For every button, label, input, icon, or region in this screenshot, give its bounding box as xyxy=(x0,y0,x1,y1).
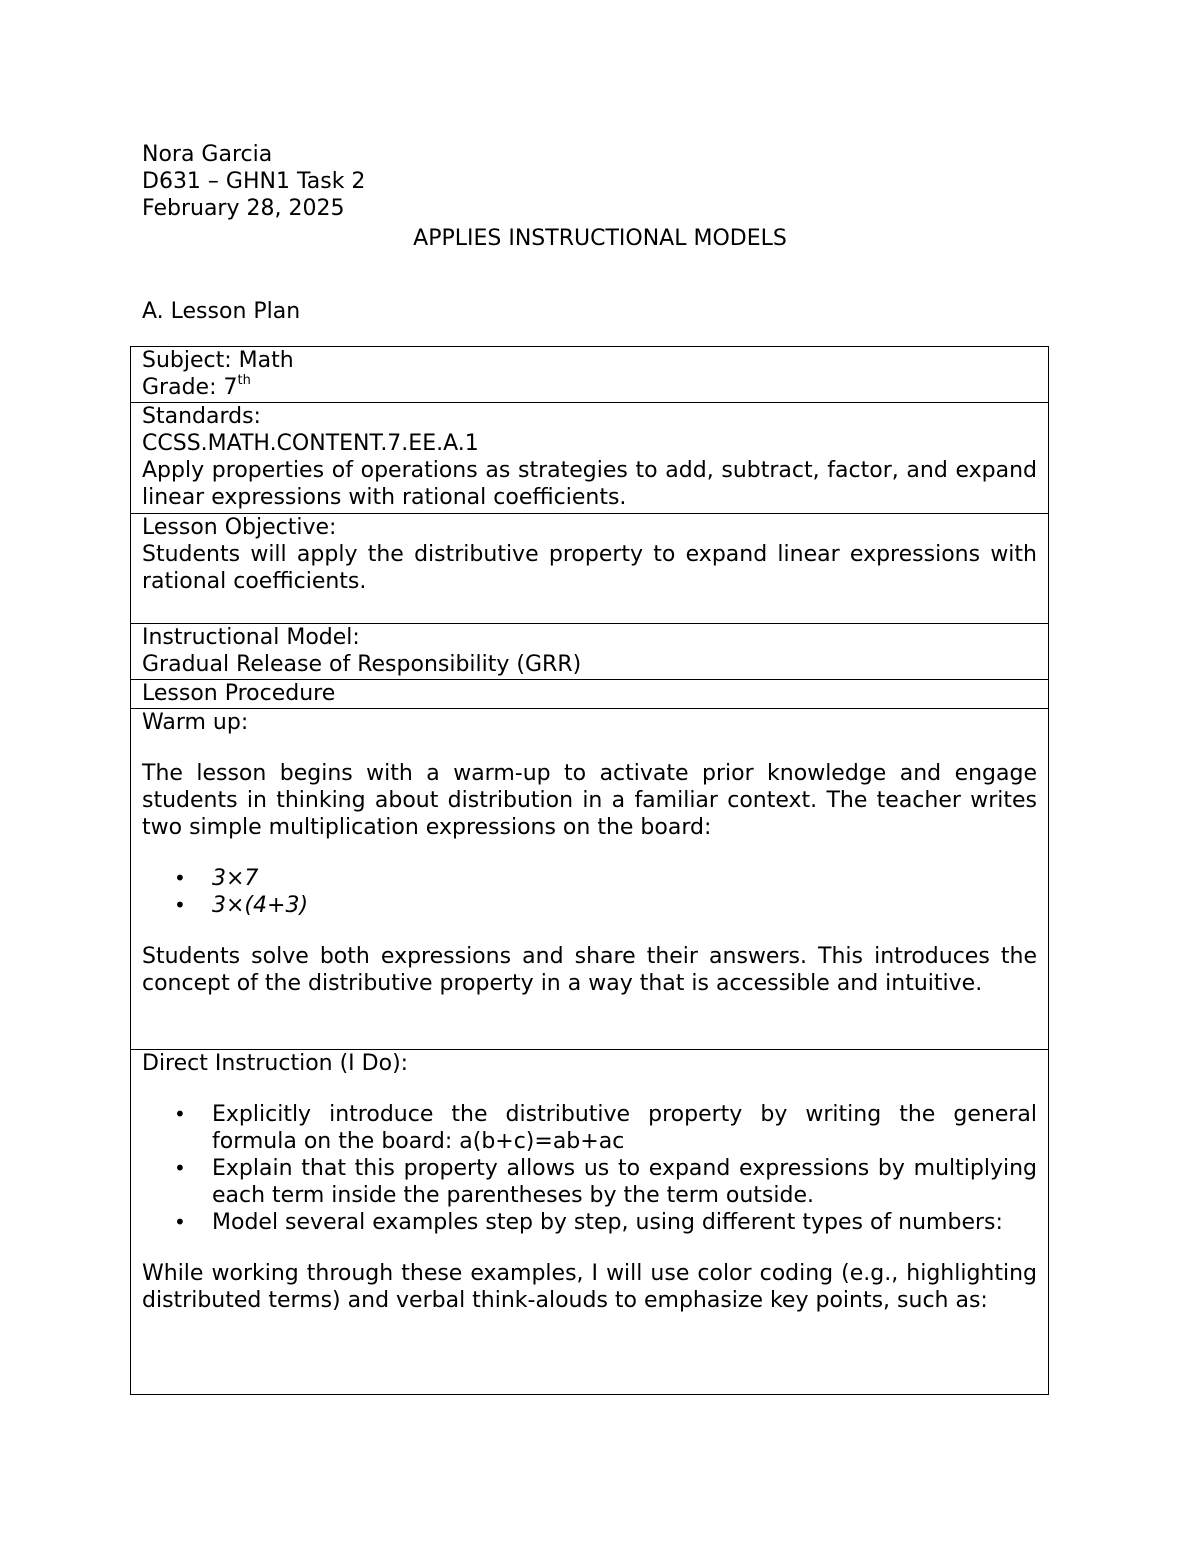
table-row-procedure xyxy=(131,680,1049,709)
warmup-expression: 3×7 xyxy=(212,866,259,891)
list-item xyxy=(174,1155,1037,1209)
standards-label: Standards: xyxy=(142,404,261,429)
list-item xyxy=(174,892,1037,919)
direct-instruction-cell xyxy=(131,1050,1049,1395)
procedure-cell xyxy=(131,680,1049,709)
model-cell xyxy=(131,624,1049,680)
grade-suffix: th xyxy=(237,372,251,388)
list-item xyxy=(174,1209,1037,1236)
subject-grade-cell xyxy=(131,347,1049,403)
bullet-icon: • xyxy=(174,893,186,917)
procedure-label: Lesson Procedure xyxy=(142,681,336,706)
warmup-expression: 3×(4+3) xyxy=(212,893,309,918)
direct-bullet-text: Explicitly introduce the distributive property by writing the general formula on the board: a(b+c)=ab+ac xyxy=(212,1102,1037,1154)
direct-outro: While working through these examples, I will use color coding (e.g., highlighting distributed terms) and verbal think-alouds to emphasize key points, such as: xyxy=(142,1261,1037,1313)
table-row-model xyxy=(131,624,1049,680)
section-heading: A. Lesson Plan xyxy=(142,299,301,324)
document-date: February 28, 2025 xyxy=(142,196,345,221)
bullet-icon: • xyxy=(174,866,186,890)
direct-bullet-text: Explain that this property allows us to expand expressions by multiplying each term inside the parentheses by the term outside. xyxy=(212,1156,1037,1208)
standards-code: CCSS.MATH.CONTENT.7.EE.A.1 xyxy=(142,431,479,456)
table-row-standards xyxy=(131,403,1049,514)
table-row-objective xyxy=(131,514,1049,624)
bullet-icon: • xyxy=(174,1156,186,1180)
standards-cell xyxy=(131,403,1049,514)
author-name: Nora Garcia xyxy=(142,142,273,167)
bullet-icon: • xyxy=(174,1210,186,1234)
subject-text: Subject: Math xyxy=(142,348,294,373)
direct-bullet-list xyxy=(142,1101,1037,1236)
table-row-direct-instruction xyxy=(131,1050,1049,1395)
model-text: Gradual Release of Responsibility (GRR) xyxy=(142,652,582,677)
direct-label: Direct Instruction (I Do): xyxy=(142,1051,409,1076)
table-row-warmup xyxy=(131,709,1049,1050)
warmup-cell xyxy=(131,709,1049,1050)
warmup-intro: The lesson begins with a warm-up to activate prior knowledge and engage students in thinking about distribution in a familiar context. The teacher writes two simple multiplication expressions on the board: xyxy=(142,761,1037,840)
list-item xyxy=(174,1101,1037,1155)
table-row-subject xyxy=(131,347,1049,403)
warmup-bullet-list xyxy=(142,865,1037,919)
course-code: D631 – GHN1 Task 2 xyxy=(142,169,366,194)
lesson-plan-table xyxy=(130,346,1049,1395)
direct-bullet-text: Model several examples step by step, using different types of numbers: xyxy=(212,1210,1003,1235)
objective-text: Students will apply the distributive property to expand linear expressions with rational coefficients. xyxy=(142,542,1037,594)
grade-prefix: Grade: 7 xyxy=(142,375,238,400)
grade-text xyxy=(142,374,1037,401)
objective-cell xyxy=(131,514,1049,624)
document-header xyxy=(142,141,1048,251)
warmup-outro: Students solve both expressions and share their answers. This introduces the concept of the distributive property in a way that is accessible and intuitive. xyxy=(142,944,1037,996)
list-item xyxy=(174,865,1037,892)
bullet-icon: • xyxy=(174,1102,186,1126)
model-label: Instructional Model: xyxy=(142,625,360,650)
standards-text: Apply properties of operations as strategies to add, subtract, factor, and expand linear expressions with rational coefficients. xyxy=(142,458,1037,510)
document-title: APPLIES INSTRUCTIONAL MODELS xyxy=(413,226,787,251)
objective-label: Lesson Objective: xyxy=(142,515,337,540)
warmup-label: Warm up: xyxy=(142,710,249,735)
